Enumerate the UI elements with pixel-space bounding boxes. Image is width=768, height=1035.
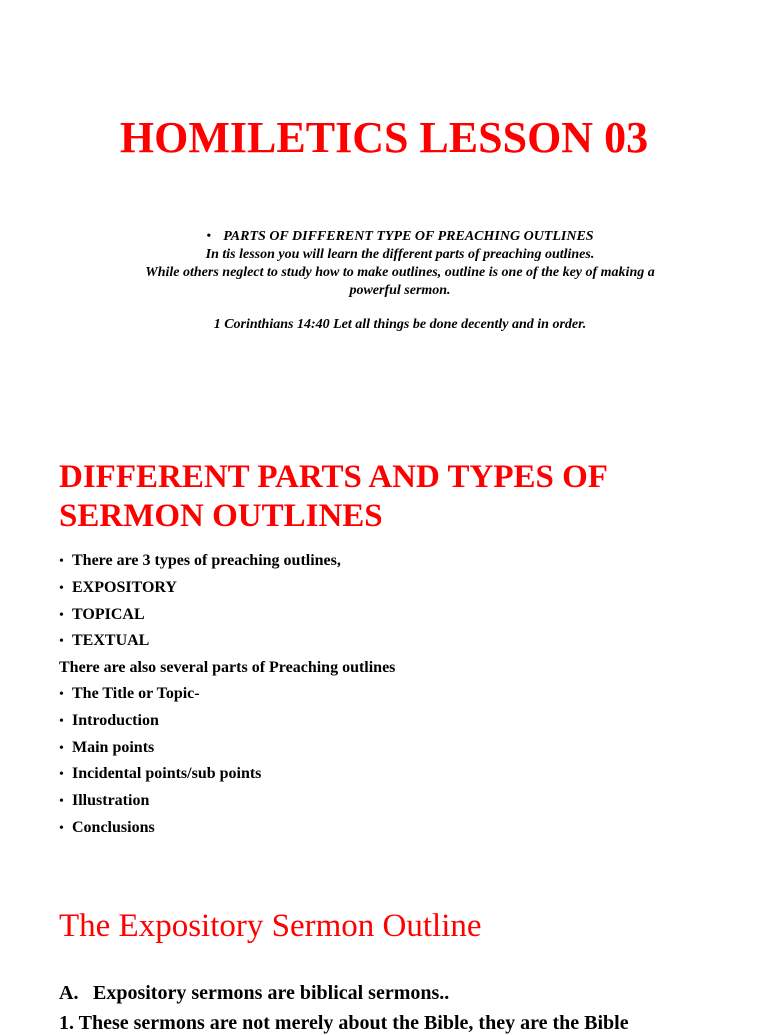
part-item: The Title or Topic- — [72, 684, 200, 702]
list-item — [59, 575, 709, 602]
type-item: EXPOSITORY — [72, 578, 177, 596]
bullet-dot-icon: • — [59, 767, 64, 783]
list-item — [59, 815, 709, 842]
expository-title: The Expository Sermon Outline — [59, 908, 482, 944]
bullet-dot-icon: • — [59, 607, 64, 623]
types-intro: There are 3 types of preaching outlines, — [72, 552, 341, 569]
bullet-dot-icon: • — [59, 740, 64, 756]
bullet-dot-icon: • — [59, 686, 64, 702]
intro-line-2: While others neglect to study how to make outlines, outline is one of the key of making a powerful sermon. — [145, 265, 655, 298]
list-item — [59, 548, 709, 575]
list-item — [59, 681, 709, 708]
bullet-dot-icon: • — [59, 580, 64, 596]
list-item — [59, 761, 709, 788]
expository-item-a — [59, 982, 449, 1005]
bullet-dot-icon: • — [59, 794, 64, 810]
parts-intro-row — [59, 655, 709, 681]
parts-intro: There are also several parts of Preaching outlines — [59, 659, 396, 677]
intro-line-1: In tis lesson you will learn the different parts of preaching outlines. — [205, 247, 595, 262]
list-item — [59, 788, 709, 815]
expository-subitem-partial: 1. These sermons are not merely about the Bible, they are the Bible — [59, 1012, 629, 1034]
list-item — [59, 628, 709, 655]
type-item: TEXTUAL — [72, 632, 150, 650]
part-item: Incidental points/sub points — [72, 765, 262, 783]
intro-bullet-text: PARTS OF DIFFERENT TYPE OF PREACHING OUTLINES — [223, 229, 594, 244]
part-item: Introduction — [72, 711, 159, 729]
bullet-dot-icon: • — [59, 554, 64, 569]
bullet-dot-icon: • — [59, 634, 64, 650]
intro-bullet-line — [120, 228, 680, 246]
list-item — [59, 602, 709, 629]
bullet-dot-icon: • — [59, 713, 64, 729]
bullet-dot-icon: • — [206, 229, 212, 244]
part-item: Main points — [72, 738, 155, 756]
lesson-title: HOMILETICS LESSON 03 — [119, 113, 649, 162]
item-text: Expository sermons are biblical sermons.. — [93, 982, 450, 1004]
bullet-dot-icon: • — [59, 820, 64, 836]
lesson-intro — [120, 228, 680, 334]
list-item — [59, 735, 709, 762]
outlines-title: DIFFERENT PARTS AND TYPES OF SERMON OUTLINES — [59, 459, 607, 534]
item-marker: A. — [59, 982, 79, 1004]
outlines-list — [59, 548, 709, 842]
part-item: Conclusions — [72, 818, 155, 836]
spacer — [120, 300, 680, 316]
part-item: Illustration — [72, 792, 150, 810]
type-item: TOPICAL — [72, 605, 145, 623]
list-item — [59, 708, 709, 735]
scripture-verse: 1 Corinthians 14:40 Let all things be done decently and in order. — [213, 317, 587, 332]
